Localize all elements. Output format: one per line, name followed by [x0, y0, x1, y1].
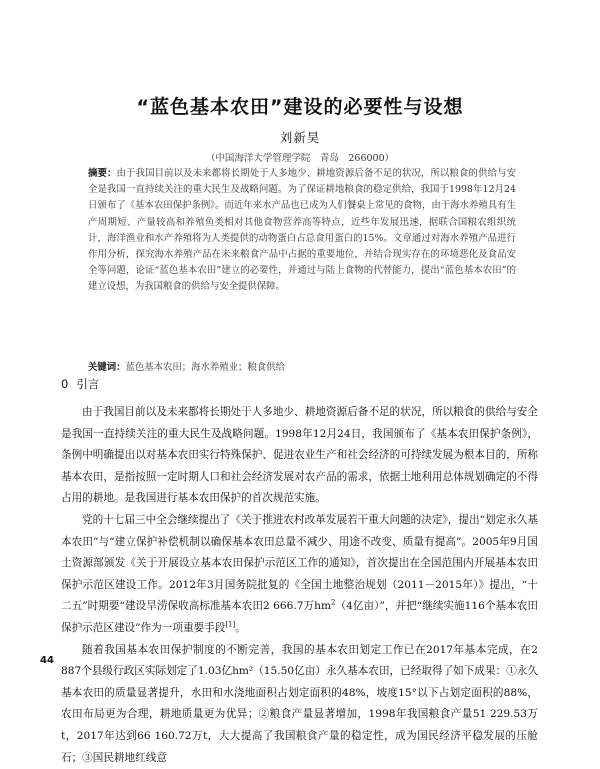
body-text — [61, 402, 538, 769]
page-number: 44 — [40, 655, 54, 666]
keywords — [88, 360, 516, 376]
paragraph-text: （4亿亩）”，并把“继续实施116个基本农田保护示范区建设”作为一项重要手段 — [61, 600, 538, 634]
abstract-text: 由于我国目前以及未来都将长期处于人多地少、耕地资源后备不足的状况，所以粮食的供给与安全是我国一直持续关注的重大民生及战略问题。为了保证耕地粮食的稳定供给，我国于1998年12月24日颁布了《基本农田保护条例》。而近年来水产品也已成为人们餐桌上常见的食物，由于海水养殖具有生产周期短、产量较高和养殖鱼类相对其他食物营养高等特点，近些年发展迅速，据联合国粮农组织统计，海洋渔业和水产养殖将为人类提供的动物蛋白占总食用蛋白的15%。文章通过对海水养殖产品进行作用分析，探究海水养殖产品在未来粮食产品中占据的重要地位，并结合现实存在的环境恶化及食品安全等问题，论证“蓝色基本农田”建立的必要性，并通过与陆上食物的代替能力，提出“蓝色基本农田”的建立设想，为我国粮食的供给与安全提供保障。 — [88, 168, 516, 293]
section-number: 0 — [61, 377, 69, 391]
paragraph — [61, 510, 538, 640]
keywords-label: 关键词： — [88, 362, 126, 373]
paragraph: 由于我国目前以及未来都将长期处于人多地少、耕地资源后备不足的状况，所以粮食的供给与安全是我国一直持续关注的重大民生及战略问题。1998年12月24日，我国颁布了《基本农田保护条例》，条例中明确提出以对基本农田实行特殊保护、促进农业生产和社会经济的可持续发展为根本目的，所称基本农田，是指按照一定时期人口和社会经济发展对农产品的需求，依据土地利用总体规划确定的不得占用的耕地。是我国进行基本农田保护的首次规范实施。 — [61, 406, 538, 505]
article-title: “蓝色基本农田”建设的必要性与设想 — [136, 96, 464, 118]
punctuation: 。 — [235, 621, 246, 634]
citation-ref: [1] — [225, 620, 236, 629]
author-affiliation: （中国海洋大学管理学院 青岛 266000） — [205, 153, 395, 164]
paragraph-text: 党的十七届三中全会继续提出了《关于推进农村改革发展若干重大问题的决定》，提出“划定永久基本农田”与“建立保护补偿机制以确保基本农田总量不减少、用途不改变、质量有提高”。2005年9月国土资源部颁发《关于开展设立基本农田保护示范区工作的通知》，首次提出在全国范围内开展基本农田保护示范区建设工作。2012年3月国务院批复的《全国土地整治规划（2011－2015年）》提出，“十二五”时期要“建设旱涝保收高标准基本农田2 666.7万hm — [61, 513, 538, 613]
abstract — [88, 166, 516, 296]
author-name: 刘新昊 — [279, 130, 321, 145]
keywords-text: 蓝色基本农田；海水养殖业；粮食供给 — [125, 362, 285, 373]
abstract-label: 摘要： — [88, 168, 117, 179]
superscript: 2 — [331, 598, 336, 607]
paragraph: 随着我国基本农田保护制度的不断完善，我国的基本农田划定工作已在2017年基本完成，在2 887个县级行政区实际划定了1.03亿hm²（15.50亿亩）永久基本农田，已经取得了如下成果：①永久基本农田的质量显著提升，水田和水浇地面积占划定面积的48%，坡度15°以下占划定面积的88%，农田布局更为合理，耕地质量更为优异；②粮食产量显著增加，1998年我国粮食产量51 229.53万t，2017年达到66 160.72万t，大大提高了我国粮食产量的稳定性，成为国民经济平稳发展的压舱石；③国民耕地红线意 — [61, 643, 538, 764]
section-title: 引言 — [76, 377, 100, 391]
section-heading — [61, 376, 99, 392]
